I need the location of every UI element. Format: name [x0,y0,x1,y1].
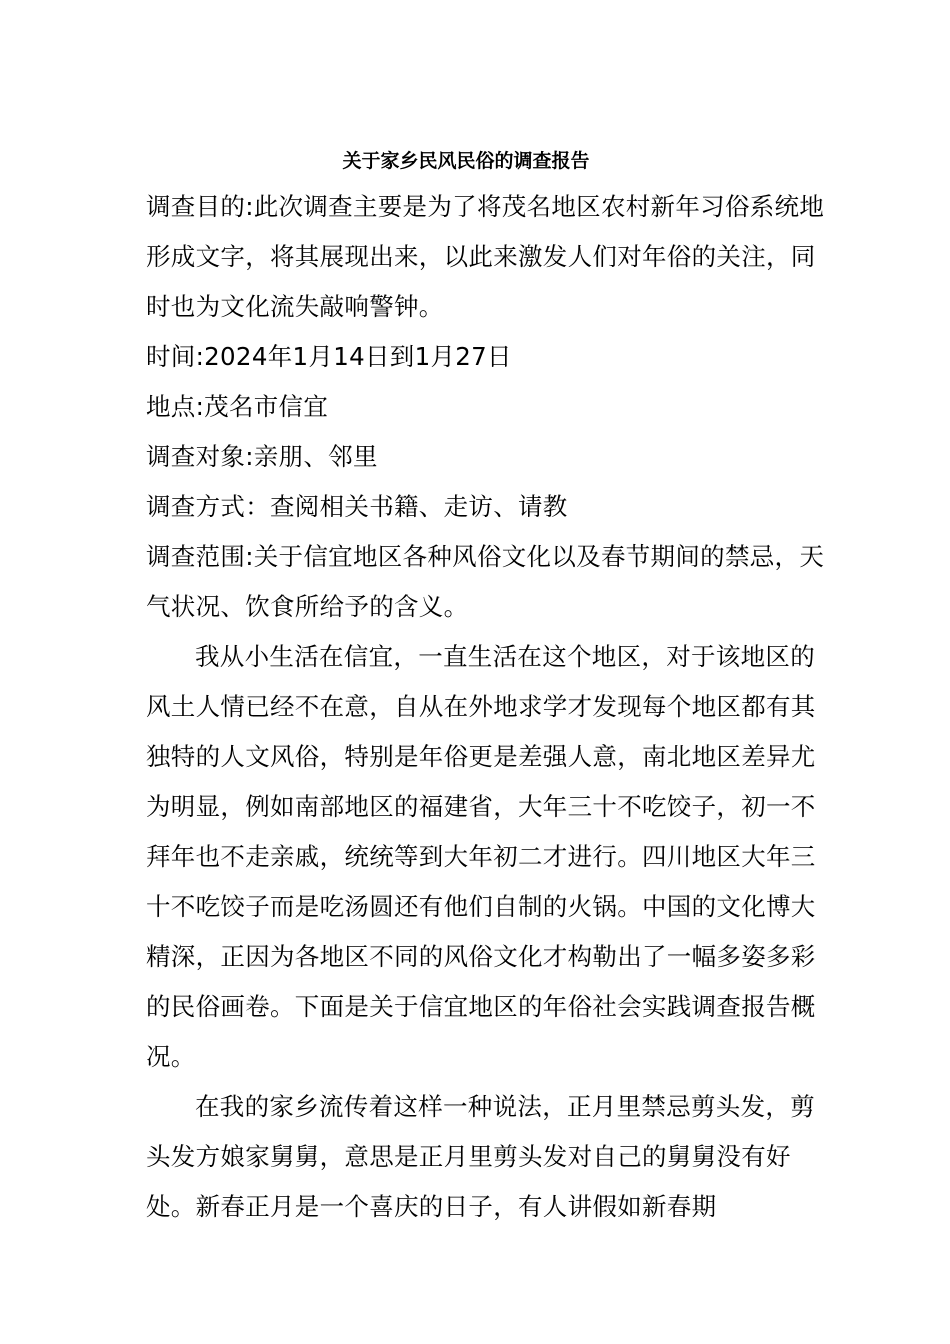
document-title: 关于家乡民风民俗的调查报告 [342,150,590,172]
time-line: 时间:2024年1月14日到1月27日 [146,342,512,371]
location-line: 地点:茂名市信宜 [146,392,329,421]
body-paragraph-1: 我从小生活在信宜，一直生活在这个地区，对于该地区的风土人情已经不在意，自从在外地求学才发现每个地区都有其独特的人文风俗，特别是年俗更是差强人意，南北地区差异尤为明显，例如南部地区的福建省，大年三十不吃饺子，初一不拜年也不走亲戚，统统等到大年初二才进行。四川地区大年三十不吃饺子而是吃汤圆还有他们自制的火锅。中国的文化博大精深，正因为各地区不同的风俗文化才构勒出了一幅多姿多彩的民俗画卷。下面是关于信宜地区的年俗社会实践调查报告概况。 [146,642,816,1071]
body-paragraph-2: 在我的家乡流传着这样一种说法，正月里禁忌剪头发，剪头发方娘家舅舅，意思是正月里剪头发对自己的舅舅没有好处。新春正月是一个喜庆的日子，有人讲假如新春期 [146,1092,815,1221]
purpose-paragraph: 调查目的:此次调查主要是为了将茂名地区农村新年习俗系统地形成文字，将其展现出来，以此来激发人们对年俗的关注，同时也为文化流失敲响警钟。 [146,192,825,321]
document-page [146,140,836,1232]
scope-paragraph: 调查范围:关于信宜地区各种风俗文化以及春节期间的禁忌，天气状况、饮食所给予的含义。 [146,542,825,621]
subjects-line: 调查对象:亲朋、邻里 [146,442,378,471]
method-line: 调查方式：查阅相关书籍、走访、请教 [146,492,568,521]
